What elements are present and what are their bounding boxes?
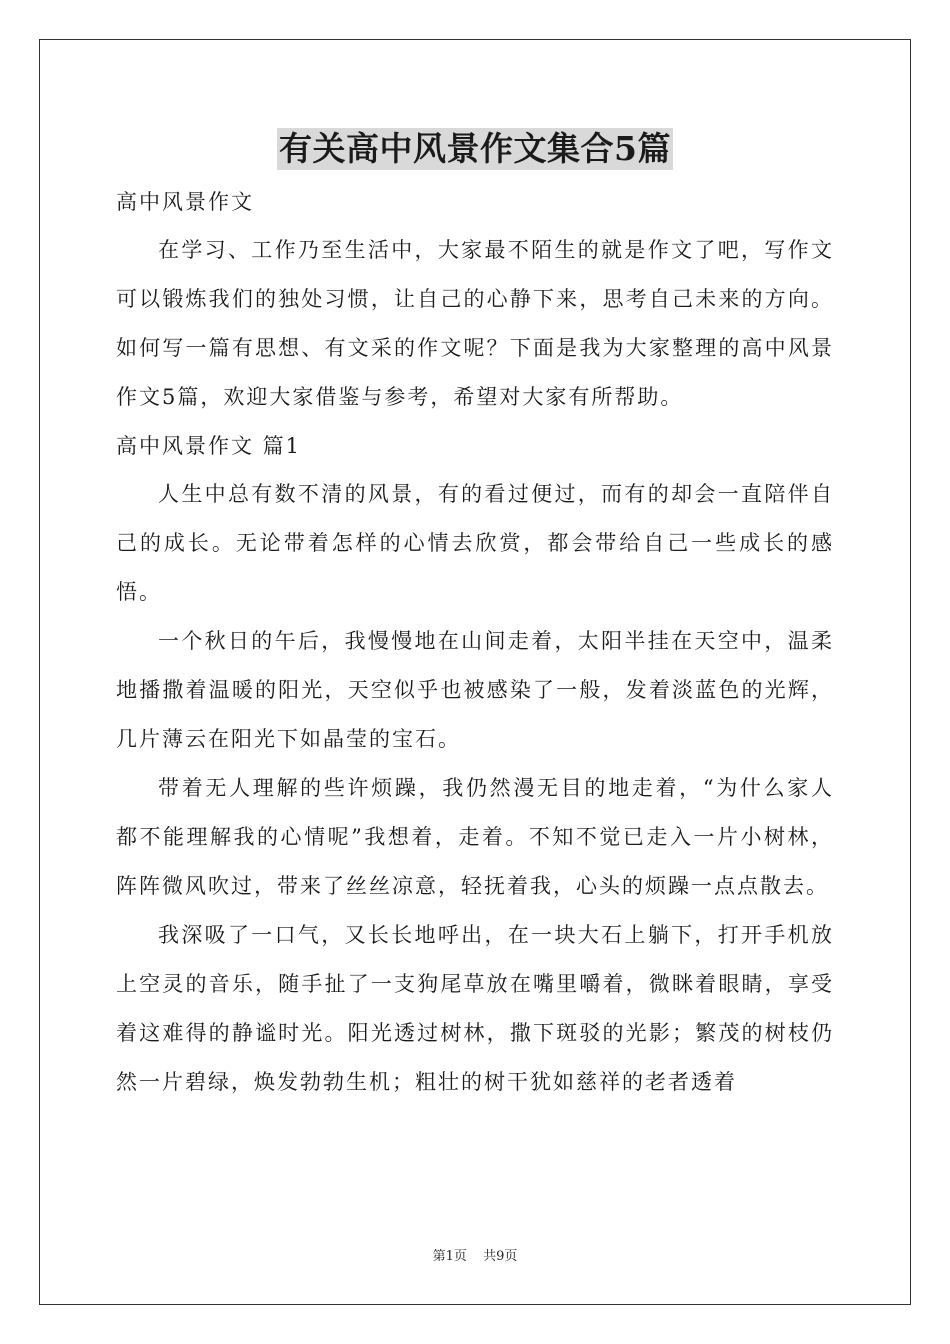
section-heading: 高中风景作文 篇1 — [116, 434, 302, 458]
title-wrapper — [0, 128, 950, 170]
paragraph: 一个秋日的午后，我慢慢地在山间走着，太阳半挂在天空中，温柔地播撒着温暖的阳光，天空似乎也被感染了一般，发着淡蓝色的光辉，几片薄云在阳光下如晶莹的宝石。 — [116, 629, 834, 751]
page-total: 共9页 — [483, 1249, 518, 1264]
page-footer — [0, 1245, 950, 1264]
document-title: 有关高中风景作文集合5篇 — [279, 129, 671, 168]
page-number: 第1页 — [432, 1249, 467, 1264]
section-heading: 高中风景作文 — [116, 190, 254, 214]
paragraph: 带着无人理解的些许烦躁，我仍然漫无目的地走着，“为什么家人都不能理解我的心情呢”我想着，走着。不知不觉已走入一片小树林，阵阵微风吹过，带来了丝丝凉意，轻抚着我，心头的烦躁一点点散去。 — [116, 776, 834, 898]
document-body — [116, 178, 834, 1107]
paragraph: 人生中总有数不清的风景，有的看过便过，而有的却会一直陪伴自己的成长。无论带着怎样的心情去欣赏，都会带给自己一些成长的感悟。 — [116, 482, 834, 604]
paragraph: 在学习、工作乃至生活中，大家最不陌生的就是作文了吧，写作文可以锻炼我们的独处习惯，让自己的心静下来，思考自己未来的方向。如何写一篇有思想、有文采的作文呢？下面是我为大家整理的高中风景作文5篇，欢迎大家借鉴与参考，希望对大家有所帮助。 — [116, 238, 834, 409]
paragraph: 我深吸了一口气，又长长地呼出，在一块大石上躺下，打开手机放上空灵的音乐，随手扯了一支狗尾草放在嘴里嚼着，微眯着眼睛，享受着这难得的静谧时光。阳光透过树林，撒下斑驳的光影；繁茂的树枝仍然一片碧绿，焕发勃勃生机；粗壮的树干犹如慈祥的老者透着 — [116, 923, 834, 1094]
